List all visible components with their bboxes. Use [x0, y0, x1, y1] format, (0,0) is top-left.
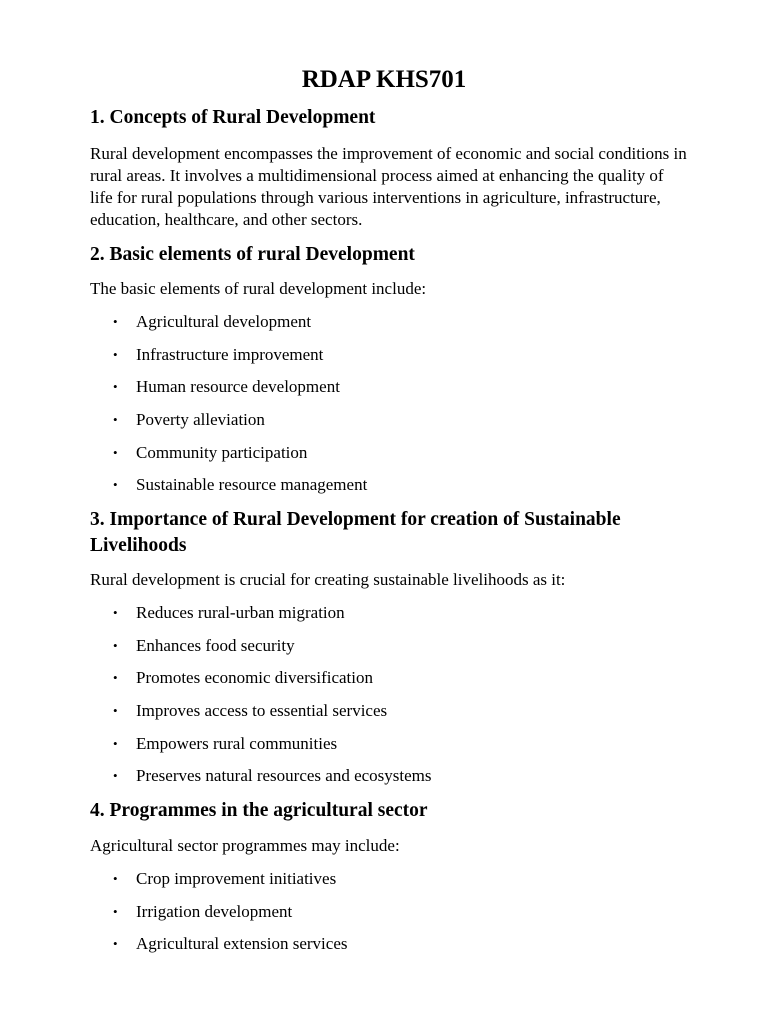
- section-4-list: [0, 868, 768, 966]
- section-4-intro: Agricultural sector programmes may include:: [90, 836, 400, 855]
- list-item: [0, 933, 768, 966]
- list-item-text: Irrigation development: [136, 901, 293, 921]
- list-item-text: Poverty alleviation: [136, 410, 265, 430]
- bullet-icon: •: [113, 444, 118, 460]
- bullet-icon: •: [113, 412, 118, 428]
- bullet-icon: •: [113, 605, 118, 620]
- list-item: [0, 311, 768, 344]
- list-item: [0, 733, 768, 766]
- section-2-heading: 2. Basic elements of rural Development: [90, 244, 415, 265]
- list-item-text: Human resource development: [136, 377, 340, 397]
- bullet-icon: •: [113, 871, 118, 886]
- list-item: [0, 602, 768, 635]
- list-item-text: Preserves natural resources and ecosystems: [136, 766, 432, 786]
- bullet-icon: •: [113, 703, 118, 719]
- list-item: [0, 474, 768, 507]
- section-4-heading: 4. Programmes in the agricultural sector: [90, 800, 428, 821]
- list-item-text: Agricultural development: [136, 312, 312, 331]
- list-item-text: Reduces rural-urban migration: [136, 603, 345, 622]
- section-2-intro: The basic elements of rural development include:: [90, 279, 427, 298]
- list-item: [0, 667, 768, 700]
- bullet-icon: •: [113, 670, 118, 686]
- list-item-text: Crop improvement initiatives: [136, 869, 337, 888]
- list-item-text: Enhances food security: [136, 635, 295, 655]
- section-3-intro: Rural development is crucial for creating sustainable livelihoods as it:: [90, 570, 566, 589]
- section-1-paragraph: Rural development encompasses the improvement of economic and social conditions in rural areas. It involves a multidimensional process aimed at enhancing the quality of life for rural populations through various interventions in agriculture, infrastructure, education, healthcare, and other sectors.: [90, 144, 687, 229]
- list-item: [0, 765, 768, 798]
- list-item: [0, 442, 768, 475]
- list-item: [0, 635, 768, 668]
- list-item-text: Sustainable resource management: [136, 475, 368, 495]
- list-item-text: Infrastructure improvement: [136, 344, 324, 364]
- list-item: [0, 700, 768, 733]
- bullet-icon: •: [113, 314, 118, 329]
- bullet-icon: •: [113, 637, 118, 653]
- bullet-icon: •: [113, 379, 118, 395]
- list-item-text: Community participation: [136, 442, 308, 462]
- list-item-text: Empowers rural communities: [136, 733, 338, 753]
- list-item: [0, 868, 768, 901]
- bullet-icon: •: [113, 477, 118, 493]
- section-3-list: [0, 602, 768, 798]
- section-2-list: [0, 311, 768, 507]
- document-title: RDAP KHS701: [301, 66, 467, 93]
- section-3-heading: 3. Importance of Rural Development for creation of Sustainable Livelihoods: [90, 509, 621, 556]
- bullet-icon: •: [113, 735, 118, 751]
- list-item: [0, 409, 768, 442]
- bullet-icon: •: [113, 768, 118, 784]
- list-item: [0, 901, 768, 934]
- bullet-icon: •: [113, 346, 118, 362]
- list-item-text: Promotes economic diversification: [136, 668, 373, 688]
- bullet-icon: •: [113, 936, 118, 952]
- section-1-heading: 1. Concepts of Rural Development: [90, 107, 376, 128]
- list-item: [0, 344, 768, 377]
- list-item-text: Agricultural extension services: [136, 934, 348, 954]
- list-item: [0, 376, 768, 409]
- bullet-icon: •: [113, 903, 118, 919]
- list-item-text: Improves access to essential services: [136, 701, 388, 721]
